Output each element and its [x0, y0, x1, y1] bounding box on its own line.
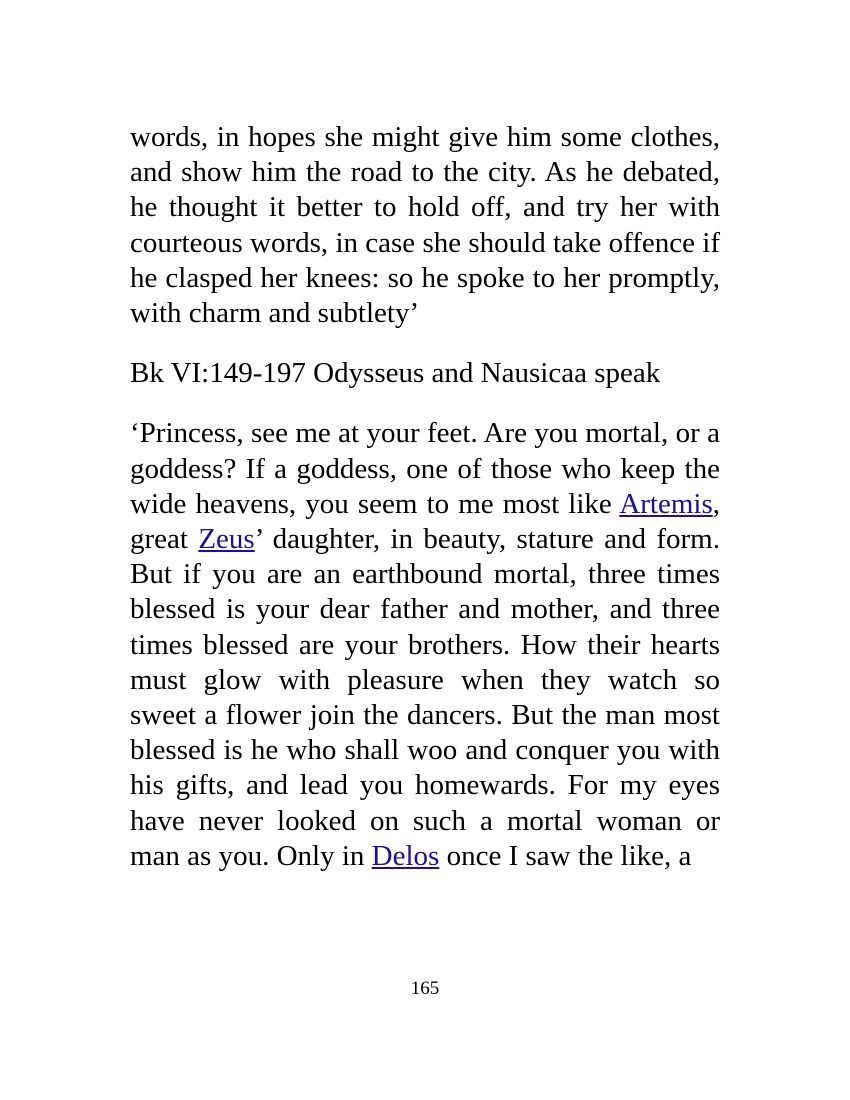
- text-span: , great: [130, 487, 720, 556]
- text-span: ‘Princess, see me at your feet. Are you mortal, or a goddess? If a goddess, one of those who keep the wide heavens, you seem to me most like: [130, 417, 720, 520]
- text-span: once I saw the like, a: [439, 839, 692, 872]
- page-number: 165: [410, 978, 440, 999]
- link-delos[interactable]: Delos: [371, 839, 440, 872]
- section-heading: Bk VI:149-197 Odysseus and Nausicaa speak: [130, 357, 661, 390]
- paragraph-speech: [130, 416, 720, 874]
- link-artemis[interactable]: Artemis: [619, 487, 713, 520]
- page-body: [130, 120, 720, 874]
- text-span: ’ daughter, in beauty, stature and form. But if you are an earthbound mortal, three times blessed is your dear father and mother, and three times blessed are your brothers. How their hearts must glow with pleasure when they watch so sweet a flower join the dancers. But the man most blessed is he who shall woo and conquer you with his gifts, and lead you homewards. For my eyes have never looked on such a mortal woman or man as you. Only in: [130, 523, 720, 872]
- link-zeus[interactable]: Zeus: [198, 523, 255, 556]
- paragraph-continuation: words, in hopes she might give him some clothes, and show him the road to the city. As he debated, he thought it better to hold off, and try her with courteous words, in case she should take offence if he clasped her knees: so he spoke to her promptly, with charm and subtlety’: [130, 121, 720, 330]
